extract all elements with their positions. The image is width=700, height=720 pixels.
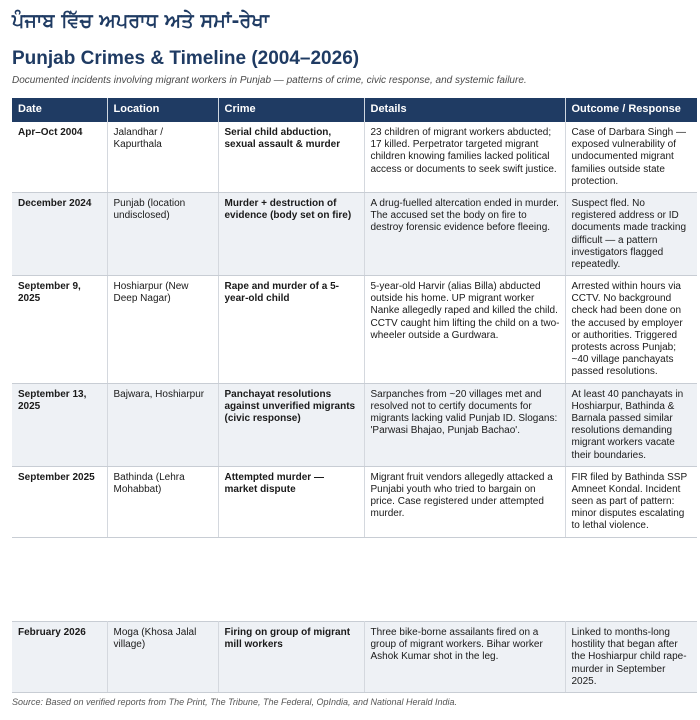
cell-details: A drug-fuelled altercation ended in murder. The accused set the body on fire to destroy forensic evidence before fleeing. bbox=[364, 192, 565, 275]
column-header-date: Date bbox=[12, 98, 107, 122]
table-row bbox=[12, 276, 697, 384]
cell-details: Migrant fruit vendors allegedly attacked a Punjabi youth who tried to bargain on price. Case registered under attempted murder. bbox=[364, 466, 565, 537]
cell-date: Apr–Oct 2004 bbox=[12, 122, 107, 192]
cell-outcome: FIR filed by Bathinda SSP Amneet Kondal. Incident seen as part of pattern: minor disputes escalating to lethal violence. bbox=[565, 466, 697, 537]
crimes-table-continued bbox=[12, 621, 697, 693]
cell-date: September 9, 2025 bbox=[12, 276, 107, 384]
cell-date: February 2026 bbox=[12, 622, 107, 693]
column-header-details: Details bbox=[364, 98, 565, 122]
cell-date: September 13, 2025 bbox=[12, 383, 107, 466]
table-row bbox=[12, 122, 697, 192]
cell-location: Moga (Khosa Jalal village) bbox=[107, 622, 218, 693]
cell-location: Hoshiarpur (New Deep Nagar) bbox=[107, 276, 218, 384]
cell-crime: Panchayat resolutions against unverified migrants (civic response) bbox=[218, 383, 364, 466]
cell-crime: Murder + destruction of evidence (body set on fire) bbox=[218, 192, 364, 275]
cell-details: 23 children of migrant workers abducted; 17 killed. Perpetrator targeted migrant children knowing families lacked political access or documents to seek swift justice. bbox=[364, 122, 565, 192]
page-title: Punjab Crimes & Timeline (2004–2026) bbox=[12, 48, 360, 69]
cell-crime: Attempted murder — market dispute bbox=[218, 466, 364, 537]
cell-date: September 2025 bbox=[12, 466, 107, 537]
column-header-location: Location bbox=[107, 98, 218, 122]
cell-outcome: Case of Darbara Singh — exposed vulnerability of undocumented migrant families outside state protection. bbox=[565, 122, 697, 192]
source-note: Source: Based on verified reports from The Print, The Tribune, The Federal, OpIndia, and National Herald India. bbox=[12, 697, 458, 707]
table-row bbox=[12, 622, 697, 693]
cell-details: Sarpanches from ~20 villages met and resolved not to certify documents for migrants lacking valid Punjab ID. Slogans: 'Parwasi Bhajao, Punjab Bachao'. bbox=[364, 383, 565, 466]
cell-crime: Serial child abduction, sexual assault & murder bbox=[218, 122, 364, 192]
cell-crime: Firing on group of migrant mill workers bbox=[218, 622, 364, 693]
table-row bbox=[12, 192, 697, 275]
cell-outcome: Arrested within hours via CCTV. No background check had been done on the accused by employer or authorities. Triggered protests across Punjab; ~40 village panchayats passed resolutions. bbox=[565, 276, 697, 384]
cell-outcome: Linked to months-long hostility that began after the Hoshiarpur child rape-murder in September 2025. bbox=[565, 622, 697, 693]
punjabi-title: ਪੰਜਾਬ ਵਿੱਚ ਅਪਰਾਧ ਅਤੇ ਸਮਾਂ-ਰੇਖਾ bbox=[12, 10, 270, 32]
cell-outcome: At least 40 panchayats in Hoshiarpur, Bathinda & Barnala passed similar resolutions demanding migrant workers vacate their boundaries. bbox=[565, 383, 697, 466]
cell-date: December 2024 bbox=[12, 192, 107, 275]
crimes-table bbox=[12, 98, 697, 538]
table-row bbox=[12, 466, 697, 537]
cell-location: Bathinda (Lehra Mohabbat) bbox=[107, 466, 218, 537]
cell-location: Jalandhar / Kapurthala bbox=[107, 122, 218, 192]
cell-location: Bajwara, Hoshiarpur bbox=[107, 383, 218, 466]
table-row bbox=[12, 383, 697, 466]
column-header-crime: Crime bbox=[218, 98, 364, 122]
cell-location: Punjab (location undisclosed) bbox=[107, 192, 218, 275]
cell-details: Three bike-borne assailants fired on a group of migrant workers. Bihar worker Ashok Kumar shot in the leg. bbox=[364, 622, 565, 693]
cell-outcome: Suspect fled. No registered address or ID documents made tracking difficult — a pattern investigators flagged repeatedly. bbox=[565, 192, 697, 275]
cell-crime: Rape and murder of a 5-year-old child bbox=[218, 276, 364, 384]
table-header-row bbox=[12, 98, 697, 122]
cell-details: 5-year-old Harvir (alias Billa) abducted outside his home. UP migrant worker Nanke allegedly raped and killed the child. CCTV caught him lifting the child on a two-wheeler outside a Gurdwara. bbox=[364, 276, 565, 384]
page-subtitle: Documented incidents involving migrant workers in Punjab — patterns of crime, civic response, and systemic failure. bbox=[12, 75, 527, 86]
column-header-outcome: Outcome / Response bbox=[565, 98, 697, 122]
